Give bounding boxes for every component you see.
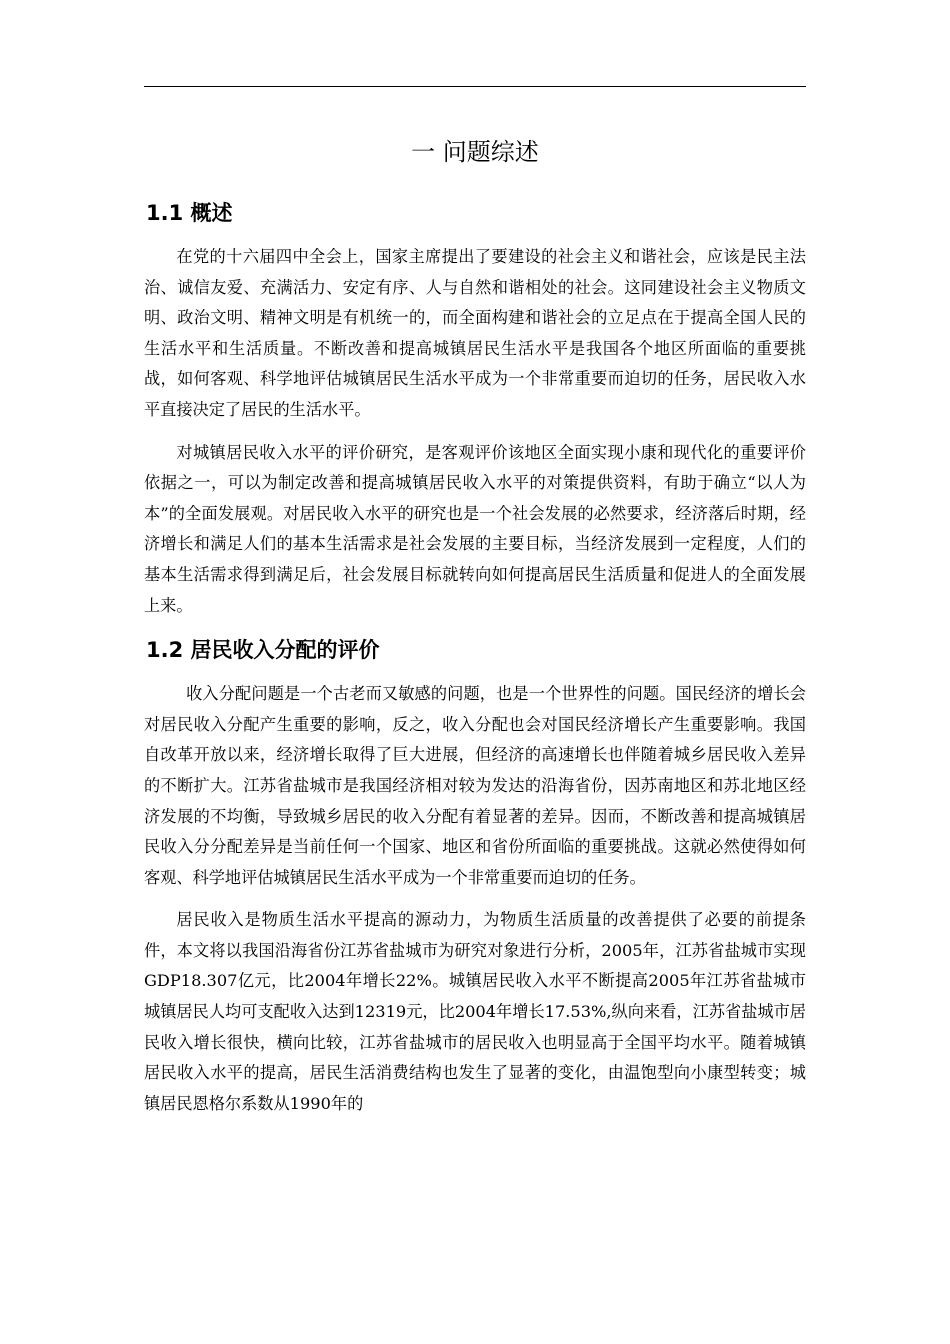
chapter-title: 一 问题综述 [411, 138, 539, 166]
section-heading-income-distribution: 1.2 居民收入分配的评价 [146, 638, 380, 663]
page-content [144, 128, 806, 1119]
header-rule [144, 86, 806, 87]
paragraph: 收入分配问题是一个古老而又敏感的问题，也是一个世界性的问题。国民经济的增长会对居民收入分配产生重要的影响，反之，收入分配也会对国民经济增长产生重要影响。我国自改革开放以来，经济增长取得了巨大进展，但经济的高速增长也伴随着城乡居民收入差异的不断扩大。江苏省盐城市是我国经济相对较为发达的沿海省份，因苏南地区和苏北地区经济发展的不均衡，导致城乡居民的收入分配有着显著的差异。因而，不断改善和提高城镇居民收入分分配差异是当前任何一个国家、地区和省份所面临的重要挑战。这就必然使得如何客观、科学地评估城镇居民生活水平成为一个非常重要而迫切的任务。 [144, 684, 806, 887]
paragraph: 居民收入是物质生活水平提高的源动力，为物质生活质量的改善提供了必要的前提条件，本文将以我国沿海省份江苏省盐城市为研究对象进行分析，2005年，江苏省盐城市实现GDP18.307亿元，比2004年增长22%。城镇居民收入水平不断提高2005年江苏省盐城市城镇居民人均可支配收入达到12319元，比2004年增长17.53%,纵向来看，江苏省盐城市居民收入增长很快，横向比较，江苏省盐城市的居民收入也明显高于全国平均水平。随着城镇居民收入水平的提高，居民生活消费结构也发生了显著的变化，由温饱型向小康型转变；城镇居民恩格尔系数从1990年的 [144, 910, 806, 1113]
section-heading-overview: 1.1 概述 [146, 201, 233, 225]
paragraph: 对城镇居民收入水平的评价研究，是客观评价该地区全面实现小康和现代化的重要评价依据之一，可以为制定改善和提高城镇居民收入水平的对策提供资料，有助于确立“以人为本”的全面发展观。对居民收入水平的研究也是一个社会发展的必然要求，经济落后时期，经济增长和满足人们的基本生活需求是社会发展的主要目标，当经济发展到一定程度，人们的基本生活需求得到满足后，社会发展目标就转向如何提高居民生活质量和促进人的全面发展上来。 [144, 442, 806, 615]
paragraph: 在党的十六届四中全会上，国家主席提出了要建设的社会主义和谐社会，应该是民主法治、诚信友爱、充满活力、安定有序、人与自然和谐相处的社会。这同建设社会主义物质文明、政治文明、精神文明是有机统一的，而全面构建和谐社会的立足点在于提高全国人民的生活水平和生活质量。不断改善和提高城镇居民生活水平是我国各个地区所面临的重要挑战，如何客观、科学地评估城镇居民生活水平成为一个非常重要而迫切的任务，居民收入水平直接决定了居民的生活水平。 [144, 247, 806, 419]
